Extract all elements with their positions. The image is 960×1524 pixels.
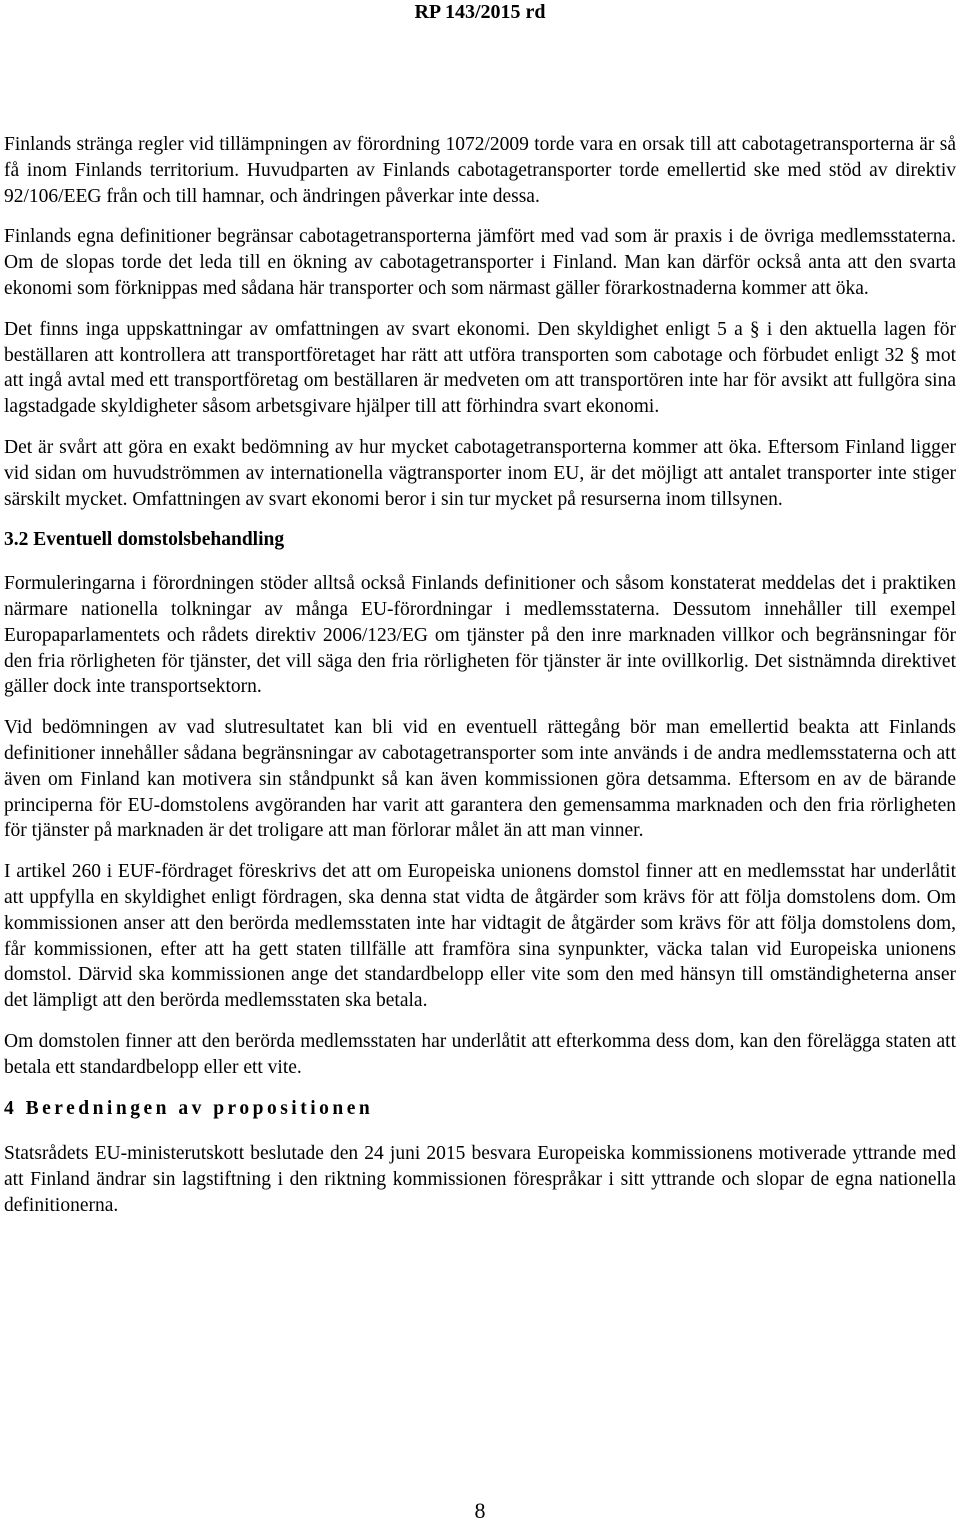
paragraph-2: Finlands egna definitioner begränsar cabotagetransporterna jämfört med vad som är praxis i de övriga medlemsstaterna. Om de slopas torde det leda till en ökning av cabotagetransporter i Finland. Man kan därför också anta att den svarta ekonomi som förknippas med sådana här transporter och som närmast gäller förarkostnaderna kommer att öka. xyxy=(4,226,956,299)
paragraph-9: Statsrådets EU-ministerutskott beslutade den 24 juni 2015 besvara Europeiska kommissionens motiverade yttrande med att Finland ändrar sin lagstiftning i den riktning kommissionen förespråkar i sitt yttrande och slopar de egna nationella definitionerna. xyxy=(4,1143,956,1216)
page-number: 8 xyxy=(474,1498,486,1523)
section-heading-3-2: 3.2 Eventuell domstolsbehandling xyxy=(4,529,285,551)
paragraph-5: Formuleringarna i förordningen stöder alltså också Finlands definitioner och såsom konstaterat meddelas det i praktiken närmare nationella tolkningar av många EU-förordningar i medlemsstaterna. Dessutom innehåller till exempel Europaparlamentets och rådets direktiv 2006/123/EG om tjänster på den inre marknaden villkor och begränsningar för den fria rörligheten för tjänster, det vill säga den fria rörligheten för tjänster är inte ovillkorlig. Det sistnämnda direktivet gäller dock inte transportsektorn. xyxy=(4,573,956,698)
paragraph-7: I artikel 260 i EUF-fördraget föreskrivs det att om Europeiska unionens domstol finner att en medlemsstat har underlåtit att uppfylla en skyldighet enligt fördragen, ska denna stat vidta de åtgärder som krävs för att följa domstolens dom. Om kommissionen anser att den berörda medlemsstaten inte har vidtagit de åtgärder som krävs för att följa domstolens dom, får kommissionen, efter att ha gett staten tillfälle att framföra sina synpunkter, väcka talan vid Europeiska unionens domstol. Därvid ska kommissionen ange det standardbelopp eller vite som den med hänsyn till omständigheterna anser det lämpligt att den berörda medlemsstaten ska betala. xyxy=(4,861,956,1012)
paragraph-8: Om domstolen finner att den berörda medlemsstaten har underlåtit att efterkomma dess dom, kan den förelägga staten att betala ett standardbelopp eller ett vite. xyxy=(4,1030,956,1078)
paragraph-4: Det är svårt att göra en exakt bedömning av hur mycket cabotagetransporterna kommer att öka. Eftersom Finland ligger vid sidan om huvudströmmen av internationella vägtransporter inom EU, är det möjligt att antalet transporter inte stiger särskilt mycket. Omfattningen av svart ekonomi beror i sin tur mycket på resurserna inom tillsynen. xyxy=(4,436,956,510)
paragraph-3: Det finns inga uppskattningar av omfattningen av svart ekonomi. Den skyldighet enligt 5 a § i den aktuella lagen för beställaren att kontrollera att transportföretaget har rätt att utföra transporten som cabotage och förbudet enligt 32 § mot att ingå avtal med ett transportföretag om beställaren är medveten om att transportören inte har för avsikt att fullgöra sina lagstadgade skyldigheter såsom arbetsgivare hjälper till att förhindra svart ekonomi. xyxy=(4,318,956,418)
document-id-header: RP 143/2015 rd xyxy=(414,1,546,23)
paragraph-6: Vid bedömningen av vad slutresultatet kan bli vid en eventuell rättegång bör man emellertid beakta att Finlands definitioner innehåller sådana begränsningar av cabotagetransporter som inte används i de andra medlemsstaterna och att även om Finland kan motivera sin ståndpunkt så kan även kommissionen göra detsamma. Eftersom en av de bärande principerna för EU-domstolens avgöranden har varit att garantera den gemensamma marknaden och den fria rörligheten för tjänster på marknaden är det troligare att man förlorar målet än att man vinner. xyxy=(4,717,956,842)
document-body xyxy=(4,132,956,1234)
paragraph-1: Finlands stränga regler vid tillämpningen av förordning 1072/2009 torde vara en orsak till att cabotagetransporterna är så få inom Finlands territorium. Huvudparten av Finlands cabotagetransporter torde emellertid ske med stöd av direktiv 92/106/EEG från och till hamnar, och ändringen påverkar inte dessa. xyxy=(4,134,956,207)
chapter-heading-4: 4 Beredningen av propositionen xyxy=(4,1097,374,1119)
